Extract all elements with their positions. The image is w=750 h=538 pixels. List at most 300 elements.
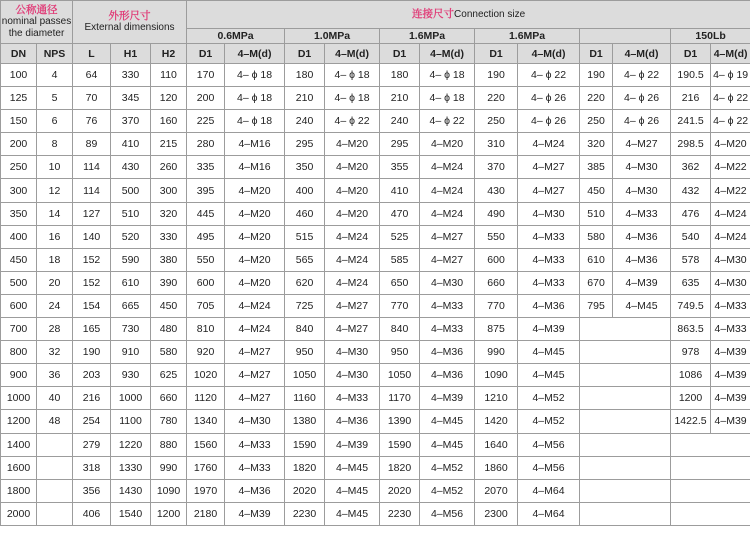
table-cell — [580, 387, 671, 410]
table-cell: 4–M39 — [613, 271, 671, 294]
table-cell: 4–M33 — [613, 202, 671, 225]
table-cell: 12 — [37, 179, 73, 202]
col-header: L — [73, 44, 111, 64]
table-cell: 295 — [380, 133, 420, 156]
table-cell: 385 — [580, 156, 613, 179]
table-cell: 150 — [1, 110, 37, 133]
pressure-group-2: 1.0MPa — [285, 29, 380, 44]
table-cell: 450 — [1, 248, 37, 271]
table-cell: 4–M24 — [225, 294, 285, 317]
table-cell: 600 — [1, 294, 37, 317]
table-cell: 4–M33 — [711, 294, 750, 317]
table-cell: 4– ϕ 22 — [711, 87, 750, 110]
table-cell: 4–M24 — [225, 318, 285, 341]
table-cell: 625 — [151, 364, 187, 387]
table-cell: 4–M64 — [518, 502, 580, 525]
table-cell — [580, 433, 671, 456]
table-cell: 900 — [1, 364, 37, 387]
table-cell: 4–M45 — [420, 433, 475, 456]
table-cell: 4–M33 — [518, 271, 580, 294]
table-cell: 705 — [187, 294, 225, 317]
table-cell: 4–M33 — [325, 387, 380, 410]
table-cell: 4–M33 — [225, 433, 285, 456]
table-row — [1, 110, 750, 133]
table-cell: 1970 — [187, 479, 225, 502]
table-cell: 4– ϕ 18 — [225, 87, 285, 110]
table-cell: 795 — [580, 294, 613, 317]
table-cell: 800 — [1, 341, 37, 364]
table-cell: 500 — [1, 271, 37, 294]
table-cell: 450 — [580, 179, 613, 202]
table-cell: 190.5 — [671, 64, 711, 87]
col-header: D1 — [187, 44, 225, 64]
table-cell: 510 — [580, 202, 613, 225]
table-cell: 216 — [73, 387, 111, 410]
diameter-header-en2: the diameter — [8, 28, 65, 39]
table-cell: 4–M39 — [518, 318, 580, 341]
table-cell: 400 — [285, 179, 325, 202]
table-cell: 4–M45 — [325, 456, 380, 479]
table-cell — [671, 479, 750, 502]
table-cell: 220 — [580, 87, 613, 110]
table-cell: 620 — [285, 271, 325, 294]
table-cell: 470 — [380, 202, 420, 225]
table-cell: 580 — [151, 341, 187, 364]
table-cell: 225 — [187, 110, 225, 133]
table-cell: 370 — [111, 110, 151, 133]
table-cell: 20 — [37, 271, 73, 294]
table-cell: 4–M20 — [225, 271, 285, 294]
table-cell: 590 — [111, 248, 151, 271]
table-cell: 241.5 — [671, 110, 711, 133]
table-cell: 810 — [187, 318, 225, 341]
table-cell: 4– ϕ 18 — [225, 110, 285, 133]
table-cell: 4–M20 — [711, 133, 750, 156]
connection-size-cn: 连接尺寸 — [412, 8, 455, 20]
table-cell: 660 — [475, 271, 518, 294]
table-cell: 4–M27 — [420, 225, 475, 248]
col-header: D1 — [475, 44, 518, 64]
table-cell: 6 — [37, 110, 73, 133]
table-cell: 320 — [580, 133, 613, 156]
table-cell: 4–M45 — [325, 502, 380, 525]
table-cell: 1090 — [475, 364, 518, 387]
table-cell: 4–M36 — [420, 341, 475, 364]
table-cell: 1420 — [475, 410, 518, 433]
table-cell: 190 — [73, 341, 111, 364]
col-header: NPS — [37, 44, 73, 64]
table-cell: 5 — [37, 87, 73, 110]
col-header: 4–M(d) — [225, 44, 285, 64]
table-row — [1, 179, 750, 202]
table-cell: 770 — [475, 294, 518, 317]
table-cell: 110 — [151, 64, 187, 87]
table-cell: 500 — [111, 179, 151, 202]
table-cell: 4–M24 — [711, 202, 750, 225]
table-cell: 356 — [73, 479, 111, 502]
table-row — [1, 341, 750, 364]
table-cell: 580 — [580, 225, 613, 248]
table-cell: 4–M36 — [225, 479, 285, 502]
table-cell: 950 — [285, 341, 325, 364]
table-cell: 2230 — [380, 502, 420, 525]
table-cell: 16 — [37, 225, 73, 248]
table-cell: 4–M24 — [325, 271, 380, 294]
table-cell: 254 — [73, 410, 111, 433]
table-cell: 216 — [671, 87, 711, 110]
table-cell: 4–M33 — [420, 294, 475, 317]
table-cell: 565 — [285, 248, 325, 271]
table-cell: 4–M30 — [518, 202, 580, 225]
table-cell: 1760 — [187, 456, 225, 479]
table-cell: 450 — [151, 294, 187, 317]
table-cell: 4–M36 — [518, 294, 580, 317]
table-cell: 120 — [151, 87, 187, 110]
table-cell: 210 — [380, 87, 420, 110]
col-header: 4–M(d) — [420, 44, 475, 64]
table-cell: 48 — [37, 410, 73, 433]
table-cell: 28 — [37, 318, 73, 341]
table-cell: 250 — [580, 110, 613, 133]
table-cell: 4–M30 — [325, 364, 380, 387]
table-cell: 4–M36 — [613, 225, 671, 248]
table-row — [1, 248, 750, 271]
table-cell: 64 — [73, 64, 111, 87]
table-row — [1, 456, 750, 479]
table-cell: 4– ϕ 22 — [325, 110, 380, 133]
table-cell: 300 — [151, 179, 187, 202]
table-cell — [580, 456, 671, 479]
table-cell: 2070 — [475, 479, 518, 502]
table-cell: 180 — [380, 64, 420, 87]
table-cell: 4–M64 — [518, 479, 580, 502]
table-cell: 76 — [73, 110, 111, 133]
pressure-group-5 — [580, 29, 671, 44]
table-cell: 4– ϕ 26 — [613, 110, 671, 133]
table-cell: 1050 — [380, 364, 420, 387]
table-cell: 4–M30 — [225, 410, 285, 433]
pressure-group-4: 1.6MPa — [475, 29, 580, 44]
table-cell: 4–M52 — [518, 410, 580, 433]
table-cell: 1200 — [671, 387, 711, 410]
table-cell: 203 — [73, 364, 111, 387]
table-cell: 4–M27 — [325, 318, 380, 341]
table-cell: 600 — [187, 271, 225, 294]
table-cell: 730 — [111, 318, 151, 341]
table-cell: 550 — [475, 225, 518, 248]
table-cell: 318 — [73, 456, 111, 479]
table-cell: 298.5 — [671, 133, 711, 156]
table-cell: 670 — [580, 271, 613, 294]
table-cell: 330 — [111, 64, 151, 87]
table-cell: 4– ϕ 22 — [518, 64, 580, 87]
table-cell: 1590 — [380, 433, 420, 456]
table-cell: 279 — [73, 433, 111, 456]
table-cell: 476 — [671, 202, 711, 225]
col-header: D1 — [285, 44, 325, 64]
table-cell: 4–M24 — [420, 156, 475, 179]
table-row — [1, 156, 750, 179]
table-cell: 875 — [475, 318, 518, 341]
table-cell: 4–M24 — [711, 225, 750, 248]
table-header — [1, 1, 750, 64]
table-cell: 200 — [1, 133, 37, 156]
table-cell: 180 — [285, 64, 325, 87]
table-cell: 350 — [1, 202, 37, 225]
table-cell: 840 — [380, 318, 420, 341]
table-cell: 4– ϕ 26 — [518, 110, 580, 133]
table-cell: 4–M27 — [518, 179, 580, 202]
table-cell: 4–M30 — [711, 271, 750, 294]
pressure-group-3: 1.6MPa — [380, 29, 475, 44]
table-cell: 1210 — [475, 387, 518, 410]
table-cell: 550 — [187, 248, 225, 271]
pressure-group-6: 150Lb — [671, 29, 750, 44]
table-cell: 215 — [151, 133, 187, 156]
table-cell: 1000 — [1, 387, 37, 410]
table-cell: 1090 — [151, 479, 187, 502]
table-cell — [580, 318, 671, 341]
table-cell: 4–M27 — [518, 156, 580, 179]
table-cell: 410 — [380, 179, 420, 202]
table-cell: 2230 — [285, 502, 325, 525]
table-cell: 1200 — [1, 410, 37, 433]
table-cell: 700 — [1, 318, 37, 341]
table-cell: 4–M56 — [518, 456, 580, 479]
table-row — [1, 64, 750, 87]
table-cell: 4–M33 — [420, 318, 475, 341]
table-cell: 250 — [475, 110, 518, 133]
col-header: D1 — [671, 44, 711, 64]
table-cell: 100 — [1, 64, 37, 87]
table-cell: 770 — [380, 294, 420, 317]
table-cell: 4–M24 — [518, 133, 580, 156]
table-cell: 4–M20 — [225, 225, 285, 248]
table-cell: 140 — [73, 225, 111, 248]
table-cell: 4–M33 — [518, 225, 580, 248]
table-row — [1, 271, 750, 294]
table-cell: 160 — [151, 110, 187, 133]
table-cell: 152 — [73, 248, 111, 271]
table-cell — [671, 456, 750, 479]
table-cell: 4– ϕ 26 — [518, 87, 580, 110]
table-cell: 4–M20 — [325, 156, 380, 179]
table-cell: 4–M20 — [225, 248, 285, 271]
table-cell: 4–M33 — [518, 248, 580, 271]
table-cell: 18 — [37, 248, 73, 271]
table-cell: 154 — [73, 294, 111, 317]
table-cell: 4–M45 — [518, 341, 580, 364]
table-cell: 880 — [151, 433, 187, 456]
table-cell: 400 — [1, 225, 37, 248]
table-cell: 330 — [151, 225, 187, 248]
table-row — [1, 87, 750, 110]
table-cell: 295 — [285, 133, 325, 156]
table-cell: 725 — [285, 294, 325, 317]
table-cell: 1200 — [151, 502, 187, 525]
table-cell: 4–M20 — [325, 202, 380, 225]
table-cell: 1380 — [285, 410, 325, 433]
table-cell: 220 — [475, 87, 518, 110]
table-cell: 4–M20 — [225, 202, 285, 225]
table-cell: 320 — [151, 202, 187, 225]
table-cell: 14 — [37, 202, 73, 225]
table-cell: 4–M30 — [613, 179, 671, 202]
table-cell: 2020 — [380, 479, 420, 502]
pressure-group-1: 0.6MPa — [187, 29, 285, 44]
table-cell: 390 — [151, 271, 187, 294]
table-cell: 4–M20 — [325, 133, 380, 156]
table-cell: 89 — [73, 133, 111, 156]
table-cell: 460 — [285, 202, 325, 225]
table-cell: 190 — [475, 64, 518, 87]
table-cell: 4–M39 — [711, 364, 750, 387]
table-cell: 10 — [37, 156, 73, 179]
table-cell: 4–M24 — [420, 202, 475, 225]
table-cell: 950 — [380, 341, 420, 364]
table-cell: 1160 — [285, 387, 325, 410]
table-cell — [580, 502, 671, 525]
table-cell: 4– ϕ 26 — [613, 87, 671, 110]
table-cell: 1120 — [187, 387, 225, 410]
table-cell: 4–M45 — [325, 479, 380, 502]
table-cell: 840 — [285, 318, 325, 341]
table-cell: 165 — [73, 318, 111, 341]
table-cell: 210 — [285, 87, 325, 110]
table-cell: 660 — [151, 387, 187, 410]
table-cell: 4–M20 — [225, 179, 285, 202]
table-cell: 4–M24 — [420, 179, 475, 202]
table-cell: 4–M39 — [711, 387, 750, 410]
table-cell: 495 — [187, 225, 225, 248]
table-cell: 70 — [73, 87, 111, 110]
table-cell — [671, 502, 750, 525]
table-row — [1, 502, 750, 525]
table-cell: 635 — [671, 271, 711, 294]
table-cell: 863.5 — [671, 318, 711, 341]
table-cell: 578 — [671, 248, 711, 271]
table-cell: 1340 — [187, 410, 225, 433]
col-header: 4–M(d) — [711, 44, 750, 64]
table-cell: 4– ϕ 22 — [420, 110, 475, 133]
table-cell: 525 — [380, 225, 420, 248]
table-cell: 335 — [187, 156, 225, 179]
table-cell: 4–M33 — [225, 456, 285, 479]
table-cell: 114 — [73, 156, 111, 179]
table-cell — [580, 479, 671, 502]
table-cell: 1640 — [475, 433, 518, 456]
table-cell: 32 — [37, 341, 73, 364]
col-header: 4–M(d) — [325, 44, 380, 64]
table-row — [1, 364, 750, 387]
table-cell: 4– ϕ 18 — [325, 64, 380, 87]
table-row — [1, 225, 750, 248]
table-row — [1, 202, 750, 225]
table-cell: 345 — [111, 87, 151, 110]
table-cell: 1820 — [285, 456, 325, 479]
table-cell: 4–M33 — [711, 318, 750, 341]
external-dimensions-cn: 外形尺寸 — [108, 10, 151, 22]
table-row — [1, 479, 750, 502]
table-cell: 4– ϕ 22 — [613, 64, 671, 87]
col-header: DN — [1, 44, 37, 64]
table-cell: 362 — [671, 156, 711, 179]
table-cell: 350 — [285, 156, 325, 179]
table-cell: 585 — [380, 248, 420, 271]
table-cell: 125 — [1, 87, 37, 110]
table-cell — [37, 479, 73, 502]
table-body — [1, 64, 750, 526]
table-cell — [580, 410, 671, 433]
table-row — [1, 133, 750, 156]
table-cell: 4–M27 — [225, 364, 285, 387]
table-cell — [580, 341, 671, 364]
table-cell: 1220 — [111, 433, 151, 456]
table-cell: 1390 — [380, 410, 420, 433]
table-cell: 540 — [671, 225, 711, 248]
table-cell: 1400 — [1, 433, 37, 456]
table-row — [1, 433, 750, 456]
diameter-header-en1: nominal passes — [1, 16, 72, 27]
table-cell: 4–M27 — [420, 248, 475, 271]
table-cell: 1422.5 — [671, 410, 711, 433]
table-cell: 280 — [187, 133, 225, 156]
table-cell: 200 — [187, 87, 225, 110]
table-cell: 152 — [73, 271, 111, 294]
table-cell: 1860 — [475, 456, 518, 479]
table-cell: 4–M30 — [613, 156, 671, 179]
table-cell: 4– ϕ 18 — [225, 64, 285, 87]
table-cell: 40 — [37, 387, 73, 410]
table-cell: 2180 — [187, 502, 225, 525]
table-cell: 920 — [187, 341, 225, 364]
table-cell: 310 — [475, 133, 518, 156]
table-cell: 4–M16 — [225, 133, 285, 156]
table-cell: 749.5 — [671, 294, 711, 317]
table-cell: 4– ϕ 22 — [711, 110, 750, 133]
table-cell: 1000 — [111, 387, 151, 410]
table-cell: 1590 — [285, 433, 325, 456]
table-cell: 4–M45 — [613, 294, 671, 317]
table-cell: 990 — [475, 341, 518, 364]
table-cell: 1330 — [111, 456, 151, 479]
table-cell: 780 — [151, 410, 187, 433]
table-cell — [37, 456, 73, 479]
table-cell: 930 — [111, 364, 151, 387]
table-row — [1, 294, 750, 317]
table-cell: 4 — [37, 64, 73, 87]
table-cell: 4–M45 — [518, 364, 580, 387]
col-header: 4–M(d) — [518, 44, 580, 64]
table-cell: 4–M52 — [518, 387, 580, 410]
table-row — [1, 410, 750, 433]
table-cell — [580, 364, 671, 387]
table-cell: 410 — [111, 133, 151, 156]
table-cell: 4–M30 — [420, 271, 475, 294]
table-cell: 1800 — [1, 479, 37, 502]
diameter-header-cn: 公称通径 — [15, 4, 58, 16]
table-cell: 1560 — [187, 433, 225, 456]
table-cell: 4–M20 — [420, 133, 475, 156]
table-row — [1, 387, 750, 410]
table-cell: 910 — [111, 341, 151, 364]
table-cell: 300 — [1, 179, 37, 202]
table-cell: 4–M52 — [420, 456, 475, 479]
col-header: H2 — [151, 44, 187, 64]
table-cell: 1600 — [1, 456, 37, 479]
table-cell: 430 — [111, 156, 151, 179]
col-header: D1 — [380, 44, 420, 64]
